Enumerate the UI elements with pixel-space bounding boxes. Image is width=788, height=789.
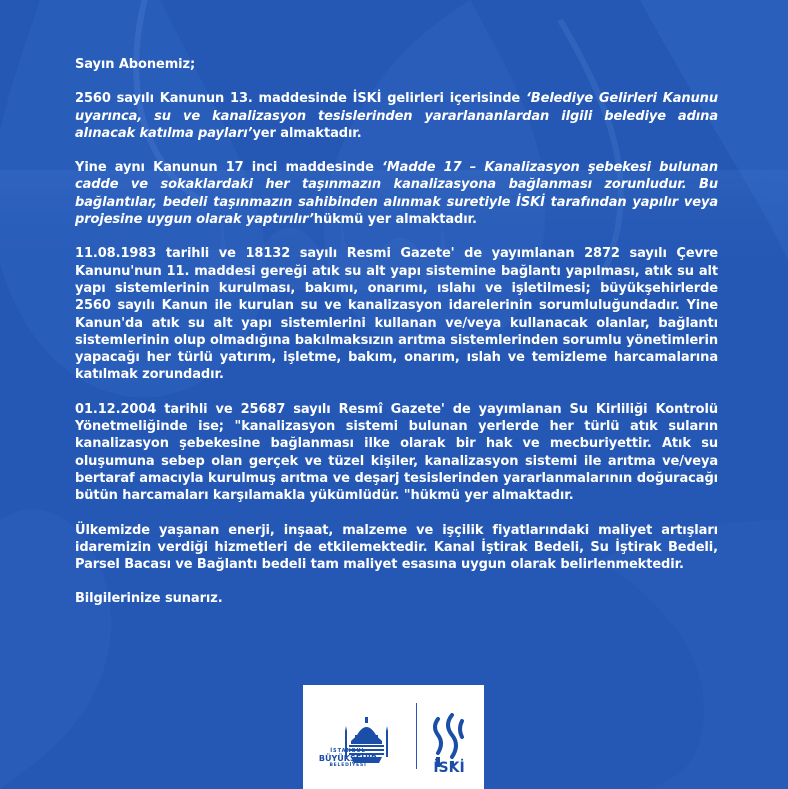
ibb-logo-line2: BÜYÜKŞEHİR [318, 754, 378, 763]
paragraph-2 [75, 159, 718, 228]
paragraph-4: 01.12.2004 tarihli ve 25687 sayılı Resmî Gazete' de yayımlanan Su Kirliliği Kontrolü Yönetmeliğinde ise; "kanalizasyon sistemi bulunan yerlerde her türlü atık suların kanalizasyon şebekesine bağlanması ilke olarak bir hak ve mecburiyettir. Atık su oluşumuna sebep olan gerçek ve tüzel kişiler, kanalizasyon sistemi ile arıtma ve/veya bertaraf amacıyla kurulmuş arıtma ve deşarj tesislerinden yararlanmalarının doğuracağı bütün harcamaları karşılamakla yükümlüdür. "hükmü yer almaktadır. [75, 401, 718, 504]
paragraph-1-end: yer almaktadır. [252, 125, 362, 141]
paragraph-3: 11.08.1983 tarihli ve 18132 sayılı Resmi Gazete' de yayımlanan 2872 sayılı Çevre Kanunu'nun 11. maddesi gereği atık su alt yapı sistemine bağlantı yapılması, atık su alt yapı sistemlerinin kurulması, bakımı, onarımı, ıslahı ve işletilmesi; büyükşehirlerde 2560 sayılı Kanun ile kurulan su ve kanalizasyon idarelerinin sorumluluğundadır. Yine Kanun'da atık su alt yapı sistemlerini kullanan ve/veya kullanacak olanlar, bağlantı sistemlerinin olup olmadığına bakılmaksızın arıtma sistemlerinden sorumlu yönetimlerin yapacağı her türlü yatırım, işletme, bakım, onarım, ıslah ve temizleme harcamalarına katılmak zorundadır. [75, 246, 718, 383]
letter-body [75, 56, 718, 625]
paragraph-1-text: 2560 sayılı Kanunun 13. maddesinde İSKİ gelirleri içerisinde [75, 91, 526, 107]
ibb-logo-icon [331, 701, 403, 781]
paragraph-2-end: hükmü yer almaktadır. [313, 212, 477, 228]
greeting: Sayın Abonemiz; [75, 57, 196, 72]
logo-divider [416, 703, 417, 769]
paragraph-2-quote: ‘Madde 17 – Kanalizasyon şebekesi bulunan cadde ve sokaklardaki her taşınmazın kanalizasyona bağlanması zorunludur. Bu bağlantılar, bedeli taşınmazın sahibinden alınmak suretiyle İSKİ tarafından yapılır veya projesine uygun olarak yaptırılır’ [75, 160, 718, 228]
logo-panel [303, 685, 484, 789]
ibb-logo-text [313, 748, 383, 768]
paragraph-1 [75, 90, 718, 142]
iski-logo-text: İSKİ [433, 760, 465, 776]
ibb-logo-line3: BELEDİYESİ [329, 763, 367, 768]
paragraph-5: Ülkemizde yaşanan enerji, inşaat, malzeme ve işçilik fiyatlarındaki maliyet artışları idaremizin verdiği hizmetleri de etkilemektedir. Kanal İştirak Bedeli, Su İştirak Bedeli, Parsel Bacası ve Bağlantı bedeli tam maliyet esasına uygun olarak belirlenmektedir. [75, 522, 718, 573]
ibb-logo-line1: İSTANBUL [330, 748, 366, 754]
closing: Bilgilerinize sunarız. [75, 591, 223, 607]
paragraph-1-quote: ‘Belediye Gelirleri Kanunu uyarınca, su ve kanalizasyon tesislerinden yararlananlardan ilgili belediye adına alınacak katılma payları’ [75, 91, 718, 141]
paragraph-2-text: Yine aynı Kanunun 17 inci maddesinde [75, 160, 382, 176]
